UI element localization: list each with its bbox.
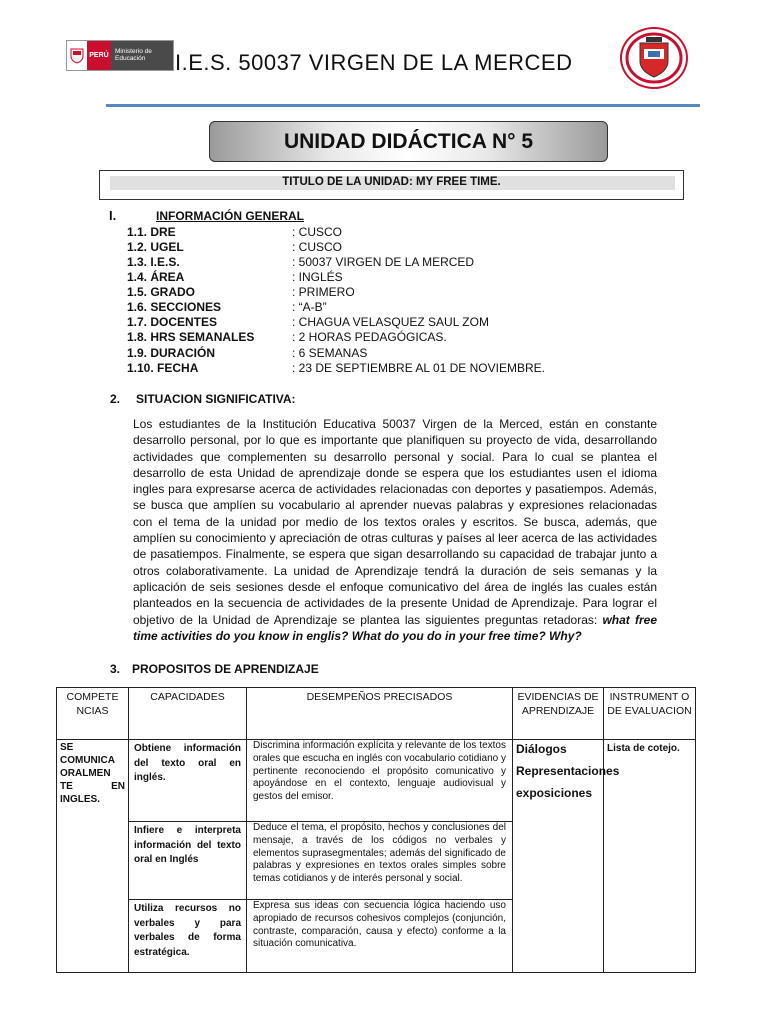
evidence-item: Representaciones [516,764,620,778]
peru-shield-icon [67,41,87,70]
section3-heading: PROPOSITOS DE APRENDIZAJE [132,662,319,676]
competency-cell: SE COMUNICA ORALMEN TE EN INGLES. [57,740,129,973]
section1-heading: INFORMACIÓN GENERAL [156,209,304,223]
performance-cell: Discrimina información explícita y relevante de los textos orales que escucha en inglés con vocabulario cotidiano y pertinente reconociendo el propósito comunicativo y apoyándose en el contexto, lenguaje audiovisual y gestos del emisor. [247,740,513,822]
info-label: 1.4. ÁREA [127,270,185,284]
info-value: : “A-B” [292,300,327,314]
section3-numeral: 3. [110,662,121,676]
info-label: 1.9. DURACIÓN [127,346,216,360]
unit-title: TITULO DE LA UNIDAD: MY FREE TIME. [282,176,501,188]
learning-purposes-table [56,687,696,973]
info-label: 1.2. UGEL [127,240,184,254]
info-value: : CHAGUA VELASQUEZ SAUL ZOM [292,315,489,329]
column-header: DESEMPEÑOS PRECISADOS [247,688,513,740]
column-header: INSTRUMENT O DE EVALUACION [604,688,696,740]
info-value: : INGLÉS [292,270,343,284]
info-value: : 23 DE SEPTIEMBRE AL 01 DE NOVIEMBRE. [292,361,545,375]
section2-numeral: 2. [110,392,121,406]
capacity-cell: Utiliza recursos no verbales y para verbales de forma estratégica. [129,900,247,973]
ministry-name: Ministerio de Educación [111,41,173,70]
info-label: 1.5. GRADO [127,285,196,299]
info-value: : CUSCO [292,225,343,239]
unit-banner: UNIDAD DIDÁCTICA N° 5 [209,121,608,162]
significant-situation-paragraph [133,416,657,644]
info-value: : PRIMERO [292,285,355,299]
column-header: EVIDENCIAS DE APRENDIZAJE [513,688,604,740]
capacity-cell: Infiere e interpreta información del texto oral en Inglés [129,822,247,900]
info-label: 1.10. FECHA [127,361,199,375]
unit-title-box [99,170,684,200]
info-label: 1.8. HRS SEMANALES [127,330,255,344]
challenge-questions: what free time activities do you know in englis? What do you do in your free time? Why? [133,612,657,643]
evidences-cell [513,740,620,973]
instrument-cell: Lista de cotejo. [604,740,696,973]
table-row [57,740,696,822]
info-value: : CUSCO [292,240,343,254]
info-value: : 2 HORAS PEDAGÓGICAS. [292,330,447,344]
section2-heading: SITUACION SIGNIFICATIVA: [136,392,296,406]
paragraph-text: Los estudiantes de la Institución Educativa 50037 Virgen de la Merced, están en constante desarrollo personal, por lo que es importante que planifiquen su proyecto de vida, desarrollando actividades que complementen su desarrollo personal y social. Para lo cual se plantea el desarrollo de esta Unidad de aprendizaje donde se espera que los estudiantes usen el idioma ingles para expresarse acerca de actividades relacionadas con deportes y pasatiempos. Además, se busca que amplíen su vocabulario al aprender nuevas palabras y expresiones relacionadas con el tema de la unidad por medio de los textos orales y escritos. Se busca, además, que amplíen su conocimiento y apreciación de otras culturas y países al leer acerca de las actividades de pasatiempos. Finalmente, se espera que sigan desarrollando su capacidad de trabajar junto a otros colaborativamente. La unidad de Aprendizaje tendrá la duración de seis semanas y la aplicación de seis sesiones desde el enfoque comunicativo del área de inglés las cuales están planteados en la secuencia de actividades de la presente Unidad de Aprendizaje. Para lograr el objetivo de la Unidad de Aprendizaje se plantea las siguientes preguntas retadoras: [133,417,657,627]
table-header-row [57,688,696,740]
performance-cell: Expresa sus ideas con secuencia lógica haciendo uso apropiado de recursos cohesivos complejos (conjunción, contraste, comparación, causa y efecto) conforme a la situación comunicativa. [247,900,513,973]
school-title: I.E.S. 50037 VIRGEN DE LA MERCED [175,50,573,75]
capacity-cell: Obtiene información del texto oral en inglés. [129,740,247,822]
ministry-logo [66,40,174,71]
column-header: CAPACIDADES [129,688,247,740]
school-crest-icon [620,27,688,89]
info-value: : 6 SEMANAS [292,346,368,360]
info-label: 1.7. DOCENTES [127,315,218,329]
info-label: 1.1. DRE [127,225,176,239]
info-label: 1.3. I.E.S. [127,255,180,269]
section1-numeral: I. [109,208,117,223]
info-label: 1.6. SECCIONES [127,300,222,314]
info-value: : 50037 VIRGEN DE LA MERCED [292,255,475,269]
ministry-country: PERÚ [87,41,111,70]
evidence-item: Diálogos [516,742,567,756]
column-header: COMPETE NCIAS [57,688,129,740]
evidence-item: exposiciones [516,786,593,800]
header-divider [106,104,700,107]
performance-cell: Deduce el tema, el propósito, hechos y conclusiones del mensaje, a través de los códigos no verbales y elementos suprasegmentales; además del significado de palabras y expresiones en textos orales simples sobre temas cotidianos y de interés personal y social. [247,822,513,900]
